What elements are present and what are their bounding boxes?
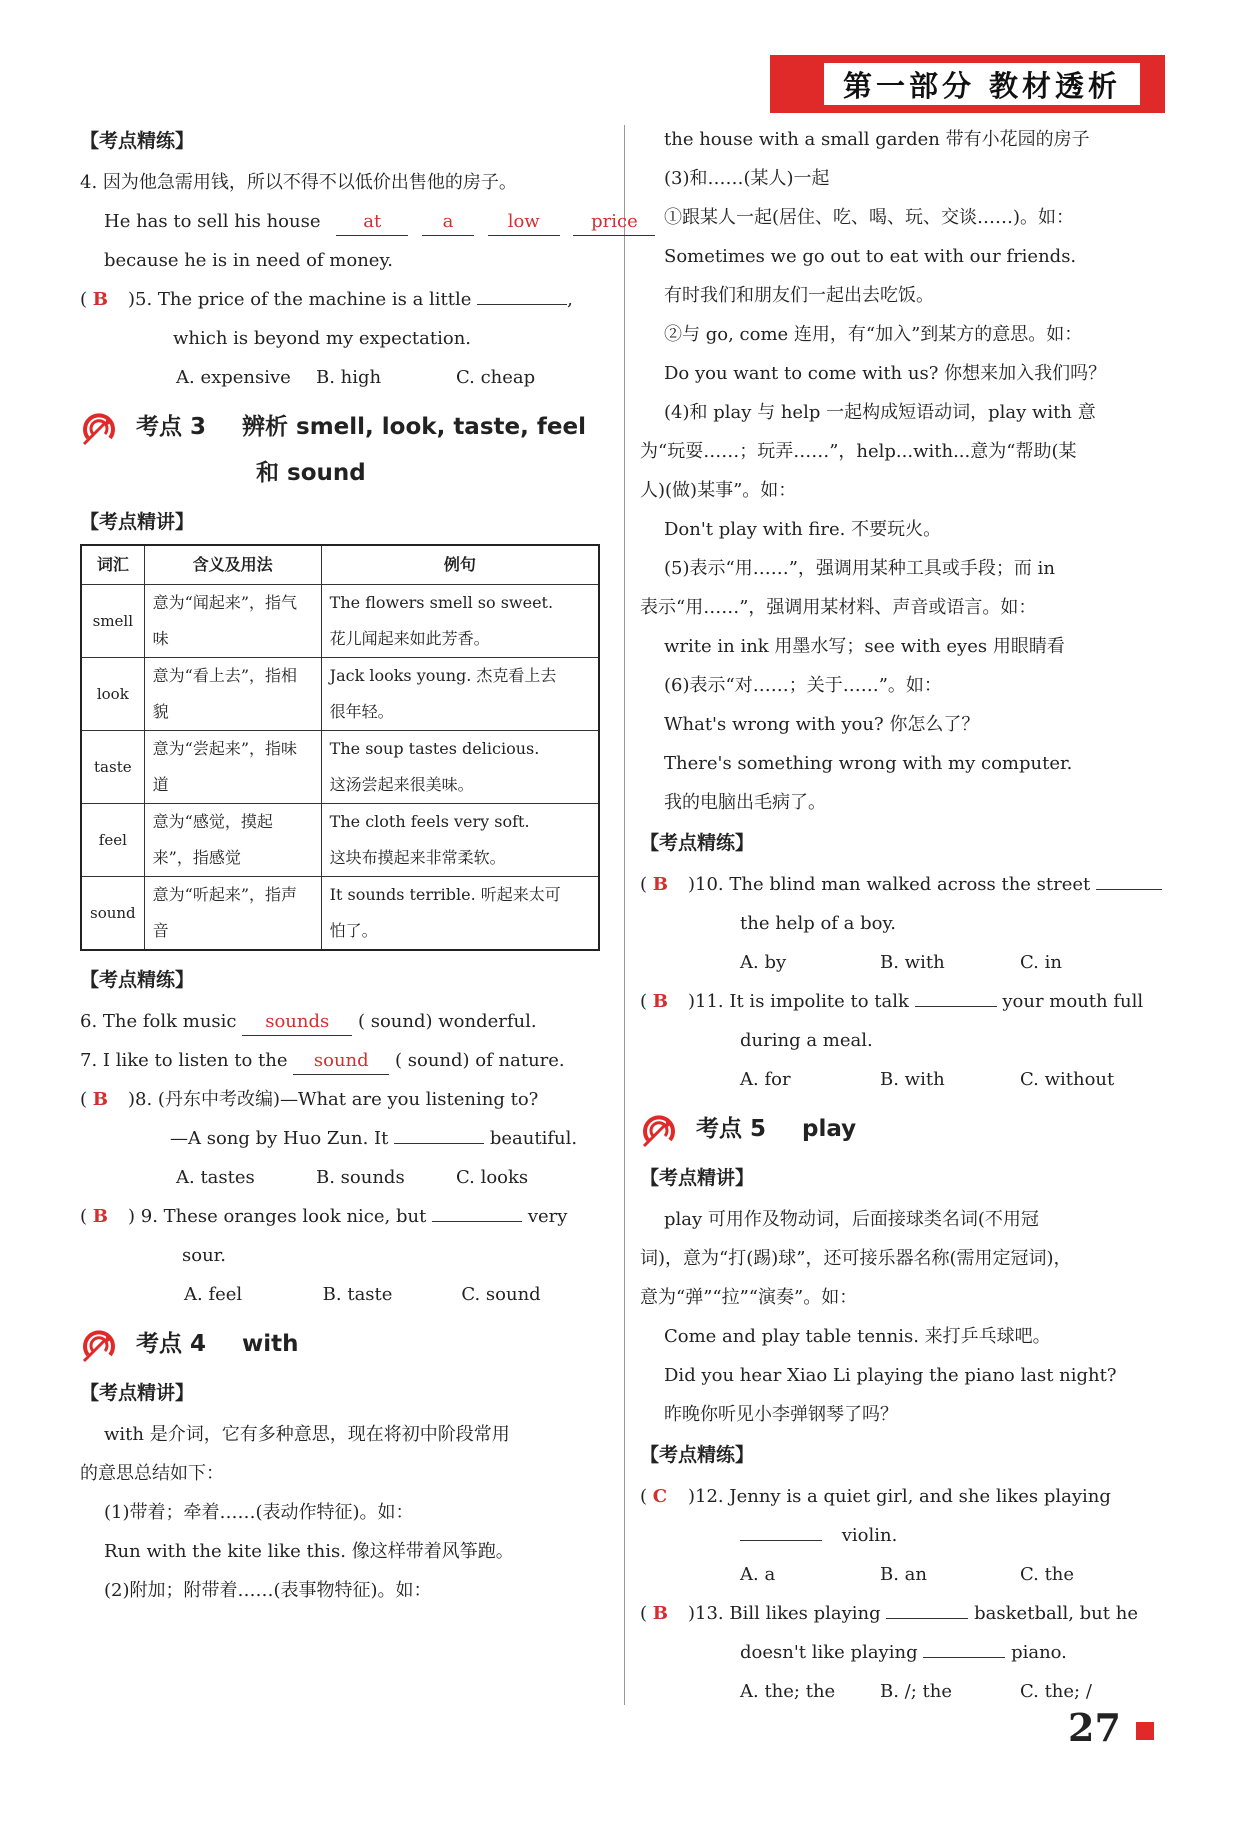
q5-option-a: A. expensive bbox=[176, 367, 291, 388]
q9-text-end: very bbox=[527, 1206, 568, 1227]
q4-answer-3: low bbox=[488, 209, 560, 236]
q8-options bbox=[80, 1158, 600, 1197]
text-line: 我的电脑出毛病了。 bbox=[664, 792, 826, 813]
q10-option-a: A. by bbox=[740, 952, 787, 973]
q5-answer: B bbox=[92, 289, 108, 310]
table-row bbox=[81, 658, 599, 731]
target-arrow-icon bbox=[80, 1325, 122, 1363]
q11-text2: during a meal. bbox=[740, 1030, 873, 1051]
table-cell-meaning: 意为“看上去”，指相貌 bbox=[144, 658, 321, 731]
q8-text: )8. (丹东中考改编)—What are you listening to? bbox=[128, 1089, 539, 1110]
q10-options bbox=[640, 943, 1165, 982]
q13-blank-1 bbox=[886, 1598, 968, 1619]
text-line: 有时我们和朋友们一起出去吃饭。 bbox=[664, 285, 934, 306]
example-cn: 很年轻。 bbox=[329, 702, 394, 721]
with-point-1: (1)带着；牵着……(表动作特征)。如： bbox=[104, 1502, 414, 1523]
table-cell-example bbox=[321, 877, 599, 951]
q5-text2: which is beyond my expectation. bbox=[173, 328, 472, 349]
table-cell-example bbox=[321, 658, 599, 731]
q13-option-c: C. the; / bbox=[1020, 1681, 1092, 1702]
q7-answer: sound bbox=[293, 1048, 389, 1075]
q11-option-a: A. for bbox=[740, 1069, 791, 1090]
section-header-bar bbox=[770, 55, 1165, 113]
q13-paren: ( B bbox=[640, 1603, 668, 1624]
q10-option-c: C. in bbox=[1020, 952, 1062, 973]
text-line: 表示“用……”，强调用某材料、声音或语言。如： bbox=[640, 597, 1037, 618]
q4-answer-2: a bbox=[422, 209, 474, 236]
target-arrow-icon bbox=[80, 408, 122, 446]
text-line: play 可用作及物动词，后面接球类名词(不用冠 bbox=[664, 1209, 1039, 1230]
q12-option-b: B. an bbox=[880, 1564, 927, 1585]
text-line: (4)和 play 与 help 一起构成短语动词，play with 意 bbox=[664, 402, 1096, 423]
q13-answer: B bbox=[652, 1603, 668, 1624]
q4-en bbox=[80, 202, 638, 241]
q9-option-a: A. feel bbox=[184, 1284, 243, 1305]
q13-line2 bbox=[640, 1633, 1165, 1672]
q13-text2-a: doesn't like playing bbox=[740, 1642, 918, 1663]
table-cell-word: smell bbox=[81, 585, 144, 658]
table-row bbox=[81, 585, 599, 658]
q8-option-a: A. tastes bbox=[176, 1167, 255, 1188]
q12-option-c: C. the bbox=[1020, 1564, 1075, 1585]
q5-text: )5. The price of the machine is a little bbox=[128, 289, 472, 310]
table-cell-meaning: 意为“尝起来”，指味道 bbox=[144, 731, 321, 804]
q7-start: 7. I like to listen to the bbox=[80, 1050, 288, 1071]
vocab-table bbox=[80, 544, 600, 951]
q5-options bbox=[80, 358, 600, 397]
section-label: 【考点精讲】 bbox=[80, 511, 195, 533]
section-label: 【考点精讲】 bbox=[640, 1167, 755, 1189]
table-header: 含义及用法 bbox=[144, 545, 321, 585]
q13-blank-2 bbox=[923, 1637, 1005, 1658]
q11-blank bbox=[915, 986, 997, 1007]
q6-start: 6. The folk music bbox=[80, 1011, 237, 1032]
text-line: 人)(做)某事”。如： bbox=[640, 480, 797, 501]
table-header: 例句 bbox=[321, 545, 599, 585]
column-divider bbox=[624, 125, 625, 1705]
q7 bbox=[80, 1041, 600, 1080]
example-cn: 花儿闻起来如此芳香。 bbox=[329, 629, 490, 648]
text-line: Sometimes we go out to eat with our friends. bbox=[664, 246, 1077, 267]
text-line: There's something wrong with my computer. bbox=[664, 753, 1073, 774]
kaodian-3-heading bbox=[80, 407, 600, 447]
q13-option-b: B. /; the bbox=[880, 1681, 952, 1702]
q9-option-c: C. sound bbox=[461, 1284, 541, 1305]
kaodian-5-heading bbox=[640, 1109, 1165, 1149]
text-line: (3)和……(某人)一起 bbox=[664, 168, 830, 189]
q12-options bbox=[640, 1555, 1165, 1594]
with-intro-1: with 是介词，它有多种意思，现在将初中阶段常用 bbox=[104, 1424, 510, 1445]
example-cn: 这汤尝起来很美味。 bbox=[329, 775, 474, 794]
text-line: 词)，意为“打(踢)球”，还可接乐器名称(需用定冠词)， bbox=[640, 1248, 1072, 1269]
q9-options bbox=[80, 1275, 600, 1314]
q9 bbox=[80, 1197, 600, 1236]
q13-text-a: )13. Bill likes playing bbox=[688, 1603, 881, 1624]
example-cn: 怕了。 bbox=[329, 921, 378, 940]
q10-text2: the help of a boy. bbox=[740, 913, 896, 934]
kaodian-5-title: play bbox=[802, 1116, 857, 1142]
text-line: ②与 go, come 连用，有“加入”到某方的意思。如： bbox=[664, 324, 1083, 345]
text-line: What's wrong with you? 你怎么了？ bbox=[664, 714, 980, 735]
q13-text2-b: piano. bbox=[1011, 1642, 1067, 1663]
section-label: 【考点精练】 bbox=[80, 969, 195, 991]
example-cn: 这块布摸起来非常柔软。 bbox=[329, 848, 506, 867]
q9-text: ) 9. These oranges look nice, but bbox=[128, 1206, 427, 1227]
q5-option-b: B. high bbox=[316, 367, 382, 388]
table-header: 词汇 bbox=[81, 545, 144, 585]
text-line: Do you want to come with us? 你想来加入我们吗？ bbox=[664, 363, 1107, 384]
text-line: Did you hear Xiao Li playing the piano last night? bbox=[664, 1365, 1117, 1386]
q5: ( B )5. The price of the machine is a little , bbox=[80, 280, 600, 319]
q9-blank bbox=[432, 1201, 522, 1222]
page-number: 27 bbox=[1068, 1705, 1121, 1750]
q11 bbox=[640, 982, 1165, 1021]
section-label: 【考点精讲】 bbox=[80, 1382, 195, 1404]
q6-end: ( sound) wonderful. bbox=[357, 1011, 537, 1032]
q4-answer-1: at bbox=[336, 209, 408, 236]
q12-blank bbox=[740, 1520, 822, 1541]
table-cell-example bbox=[321, 804, 599, 877]
q13-text-b: basketball, but he bbox=[974, 1603, 1138, 1624]
q8-text2-b: beautiful. bbox=[489, 1128, 578, 1149]
q8-answer: B bbox=[92, 1089, 108, 1110]
table-cell-meaning: 意为“感觉，摸起来”，指感觉 bbox=[144, 804, 321, 877]
q11-option-c: C. without bbox=[1020, 1069, 1115, 1090]
q4-answer-4: price bbox=[573, 209, 655, 236]
q13 bbox=[640, 1594, 1165, 1633]
kaodian-3-label: 考点 3 bbox=[136, 414, 207, 440]
q13-option-a: A. the; the bbox=[740, 1681, 836, 1702]
q12 bbox=[640, 1477, 1165, 1516]
table-cell-meaning: 意为“闻起来”，指气味 bbox=[144, 585, 321, 658]
q9-text2: sour. bbox=[182, 1245, 227, 1266]
q4-en-start: He has to sell his house bbox=[104, 211, 321, 232]
example-en: Jack looks young. 杰克看上去 bbox=[329, 666, 557, 685]
q10-blank bbox=[1096, 869, 1162, 890]
table-cell-word: feel bbox=[81, 804, 144, 877]
example-en: The soup tastes delicious. bbox=[329, 739, 540, 758]
q4-en-end: because he is in need of money. bbox=[104, 250, 393, 271]
text-line: 昨晚你听见小李弹钢琴了吗？ bbox=[664, 1404, 898, 1425]
target-arrow-icon bbox=[640, 1110, 682, 1148]
q11-text-a: )11. It is impolite to talk bbox=[688, 991, 909, 1012]
q8-option-c: C. looks bbox=[456, 1167, 529, 1188]
q10-text: )10. The blind man walked across the street bbox=[688, 874, 1091, 895]
q6 bbox=[80, 1002, 600, 1041]
q6-answer: sounds bbox=[242, 1009, 352, 1036]
q5-option-c: C. cheap bbox=[456, 367, 536, 388]
q12-option-a: A. a bbox=[740, 1564, 776, 1585]
q5-blank bbox=[477, 284, 567, 305]
q10-option-b: B. with bbox=[880, 952, 945, 973]
table-row bbox=[81, 804, 599, 877]
table-cell-word: taste bbox=[81, 731, 144, 804]
q8-text2-a: —A song by Huo Zun. It bbox=[170, 1128, 389, 1149]
text-line: 为“玩耍……；玩弄……”，help...with...意为“帮助(某 bbox=[640, 441, 1077, 462]
page-number-marker bbox=[1136, 1722, 1154, 1740]
kaodian-4-title: with bbox=[242, 1331, 299, 1357]
text-line: Come and play table tennis. 来打乒乓球吧。 bbox=[664, 1326, 1051, 1347]
table-cell-word: sound bbox=[81, 877, 144, 951]
q12-answer: C bbox=[652, 1486, 668, 1507]
text-line: Don't play with fire. 不要玩火。 bbox=[664, 519, 942, 540]
example-en: The flowers smell so sweet. bbox=[329, 593, 554, 612]
text-line: write in ink 用墨水写；see with eyes 用眼睛看 bbox=[664, 636, 1065, 657]
example-en: It sounds terrible. 听起来太可 bbox=[329, 885, 561, 904]
table-cell-word: look bbox=[81, 658, 144, 731]
table-cell-example bbox=[321, 731, 599, 804]
text-line: (5)表示“用……”，强调用某种工具或手段；而 in bbox=[664, 558, 1055, 579]
q9-paren: ( B bbox=[80, 1206, 108, 1227]
q11-options bbox=[640, 1060, 1165, 1099]
q11-paren: ( B bbox=[640, 991, 668, 1012]
q12-line2 bbox=[640, 1516, 1165, 1555]
q9-option-b: B. taste bbox=[322, 1284, 393, 1305]
text-line: the house with a small garden 带有小花园的房子 bbox=[664, 129, 1090, 150]
kaodian-5-label: 考点 5 bbox=[696, 1116, 767, 1142]
table-header-row bbox=[81, 545, 599, 585]
section-label: 【考点精练】 bbox=[640, 1444, 755, 1466]
q5-paren: ( B bbox=[80, 289, 108, 310]
q8-blank bbox=[394, 1123, 484, 1144]
q10-paren: ( B bbox=[640, 874, 668, 895]
with-point-2: (2)附加；附带着……(表事物特征)。如： bbox=[104, 1580, 432, 1601]
q8-paren: ( B bbox=[80, 1089, 108, 1110]
table-cell-example bbox=[321, 585, 599, 658]
q11-text-b: your mouth full bbox=[1002, 991, 1144, 1012]
q9-answer: B bbox=[92, 1206, 108, 1227]
q12-paren: ( C bbox=[640, 1486, 668, 1507]
text-line: 意为“弹”“拉”“演奏”。如： bbox=[640, 1287, 858, 1308]
example-en: The cloth feels very soft. bbox=[329, 812, 530, 831]
section-header-title: 第一部分 教材透析 bbox=[822, 61, 1142, 107]
with-intro-2: 的意思总结如下： bbox=[80, 1463, 224, 1484]
q4-cn: 4. 因为他急需用钱，所以不得不以低价出售他的房子。 bbox=[80, 172, 517, 193]
table-row bbox=[81, 731, 599, 804]
kaodian-4-heading bbox=[80, 1324, 600, 1364]
with-point-1-example: Run with the kite like this. 像这样带着风筝跑。 bbox=[104, 1541, 514, 1562]
section-label: 【考点精练】 bbox=[640, 832, 755, 854]
q8-line2 bbox=[80, 1119, 600, 1158]
q10 bbox=[640, 865, 1165, 904]
q7-end: ( sound) of nature. bbox=[395, 1050, 565, 1071]
q11-answer: B bbox=[652, 991, 668, 1012]
left-column bbox=[80, 120, 638, 1610]
kaodian-4-label: 考点 4 bbox=[136, 1331, 207, 1357]
kaodian-3-title: 辨析 smell, look, taste, feel bbox=[242, 414, 586, 440]
q12-text2: violin. bbox=[841, 1525, 898, 1546]
q11-option-b: B. with bbox=[880, 1069, 945, 1090]
right-column bbox=[640, 120, 1165, 1711]
text-line: (6)表示“对……；关于……”。如： bbox=[664, 675, 942, 696]
q12-text: )12. Jenny is a quiet girl, and she likes playing bbox=[688, 1486, 1111, 1507]
q8 bbox=[80, 1080, 600, 1119]
table-row bbox=[81, 877, 599, 951]
kaodian-3-title2: 和 sound bbox=[256, 460, 366, 486]
table-cell-meaning: 意为“听起来”，指声音 bbox=[144, 877, 321, 951]
q8-option-b: B. sounds bbox=[316, 1167, 405, 1188]
section-label: 【考点精练】 bbox=[80, 130, 195, 152]
q10-answer: B bbox=[652, 874, 668, 895]
text-line: ①跟某人一起(居住、吃、喝、玩、交谈……)。如： bbox=[664, 207, 1075, 228]
